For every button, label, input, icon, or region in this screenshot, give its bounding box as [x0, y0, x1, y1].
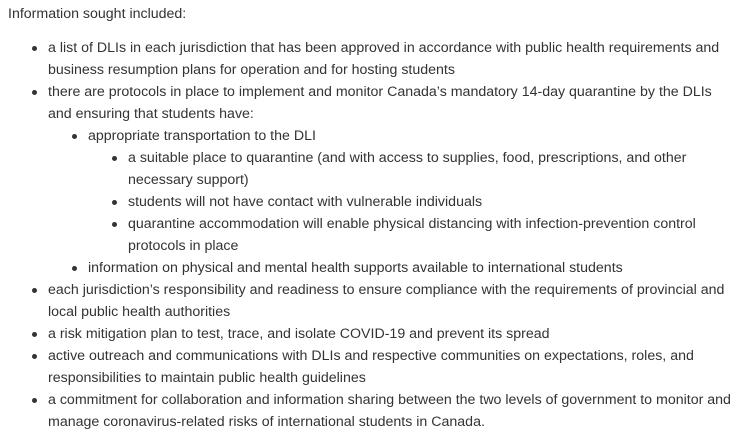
sub-sub-list-item — [88, 147, 744, 191]
bullet-icon — [32, 354, 37, 359]
sub-list — [48, 125, 744, 279]
sub-list-item — [48, 125, 744, 257]
bullet-icon — [32, 46, 37, 51]
bullet-icon — [72, 266, 77, 271]
bullet-icon — [32, 288, 37, 293]
list-item-text: a risk mitigation plan to test, trace, and isolate COVID-19 and prevent its spread — [48, 326, 550, 342]
bullet-icon — [32, 398, 37, 403]
list-item — [8, 37, 744, 81]
bullet-icon — [32, 90, 37, 95]
list-item-text: active outreach and communications with DLIs and respective communities on expectations, roles, and responsibilities to maintain public health guidelines — [48, 348, 694, 386]
list-item — [8, 279, 744, 323]
list-item — [8, 323, 744, 345]
sub-list-item — [48, 257, 744, 279]
list-item — [8, 345, 744, 389]
list-item-text: each jurisdiction’s responsibility and readiness to ensure compliance with the requirements of provincial and local public health authorities — [48, 282, 725, 320]
sub-list-item-text: information on physical and mental health supports available to international students — [88, 260, 623, 276]
sub-sub-list-item-text: a suitable place to quarantine (and with access to supplies, food, prescriptions, and other necessary support) — [128, 150, 687, 188]
list-item — [8, 389, 744, 433]
sub-sub-list-item-text: quarantine accommodation will enable physical distancing with infection-prevention control protocols in place — [128, 216, 696, 254]
bullet-icon — [72, 134, 77, 139]
list-item-text: a list of DLIs in each jurisdiction that has been approved in accordance with public health requirements and business resumption plans for operation and for hosting students — [48, 40, 720, 78]
bullet-icon — [32, 332, 37, 337]
list-item-text: there are protocols in place to implement and monitor Canada’s mandatory 14-day quarantine by the DLIs and ensuring that students have: — [48, 84, 712, 122]
intro-text: Information sought included: — [8, 6, 187, 22]
sub-sub-list — [88, 147, 744, 257]
bullet-icon — [112, 156, 117, 161]
sub-sub-list-item — [88, 213, 744, 257]
list-item-text: a commitment for collaboration and information sharing between the two levels of government to monitor and manage coronavirus-related risks of international students in Canada. — [48, 392, 731, 430]
sub-sub-list-item-text: students will not have contact with vulnerable individuals — [128, 194, 483, 210]
bullet-icon — [112, 200, 117, 205]
list-item — [8, 81, 744, 279]
sub-list-item-text: appropriate transportation to the DLI — [88, 128, 316, 144]
requirements-list — [8, 37, 744, 433]
bullet-icon — [112, 222, 117, 227]
sub-sub-list-item — [88, 191, 744, 213]
